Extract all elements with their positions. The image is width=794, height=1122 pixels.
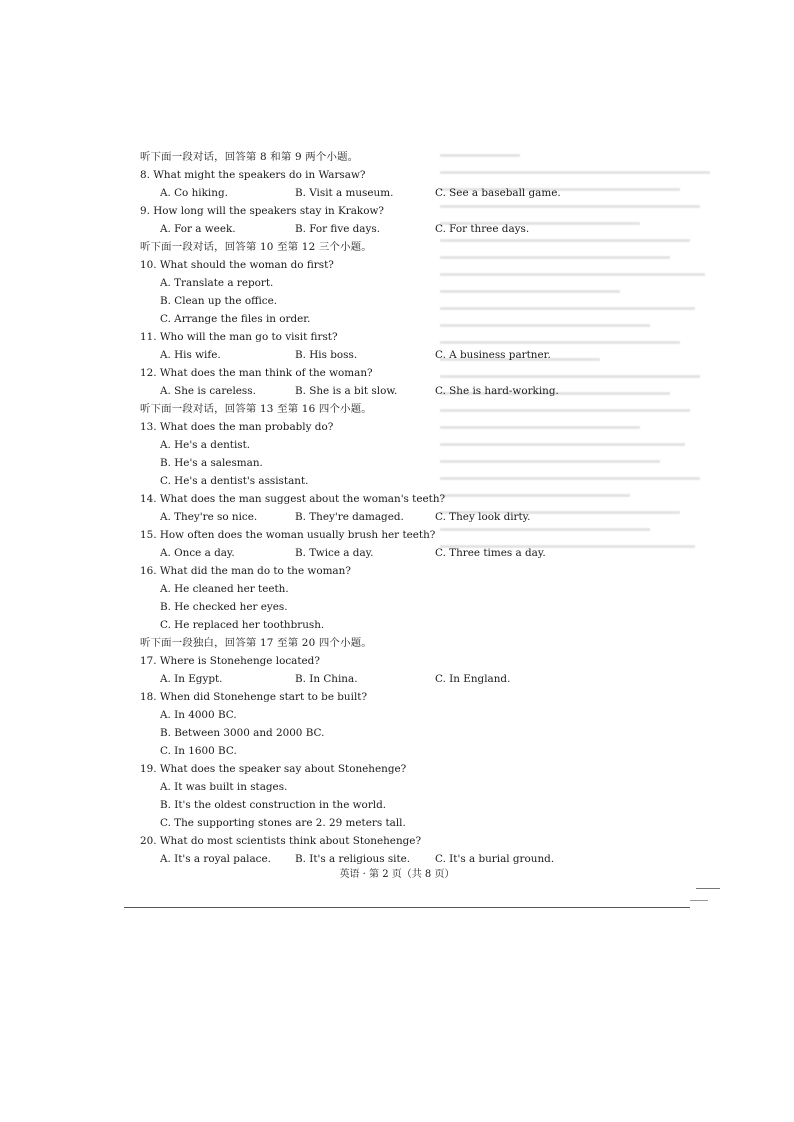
question-stem: 13. What does the man probably do? [140,421,334,433]
answer-option: B. Twice a day. [295,547,374,559]
answer-option: B. His boss. [295,349,358,361]
question-stem: 9. How long will the speakers stay in Krakow? [140,205,384,217]
options-row [140,544,610,562]
answer-option: A. In 4000 BC. [160,709,237,721]
options-row [140,670,610,688]
answer-option: C. He replaced her toothbrush. [160,619,325,631]
answer-option: A. Once a day. [160,547,235,559]
options-row [140,382,610,400]
answer-option: A. They're so nice. [160,511,258,523]
question-stem: 18. When did Stonehenge start to be built? [140,691,368,703]
answer-option: B. Visit a museum. [295,187,394,199]
question-stem: 20. What do most scientists think about Stonehenge? [140,835,422,847]
question-stem: 14. What does the man suggest about the woman's teeth? [140,493,446,505]
answer-option: C. In England. [435,673,511,685]
answer-option: B. In China. [295,673,358,685]
bottom-rule [124,907,690,908]
answer-option: B. Between 3000 and 2000 BC. [160,727,325,739]
question-stem: 11. Who will the man go to visit first? [140,331,338,343]
answer-option: A. He cleaned her teeth. [160,583,289,595]
options-row [140,184,610,202]
question-stem: 10. What should the woman do first? [140,259,334,271]
answer-option: C. He's a dentist's assistant. [160,475,309,487]
answer-option: A. It was built in stages. [160,781,288,793]
answer-option: A. She is careless. [160,385,256,397]
section-instruction: 听下面一段对话，回答第 10 至第 12 三个小题。 [140,241,372,253]
answer-option: C. It's a burial ground. [435,853,555,865]
answer-option: C. They look dirty. [435,511,531,523]
page-footer: 英语 · 第 2 页（共 8 页） [339,869,455,880]
question-stem: 8. What might the speakers do in Warsaw? [140,169,366,181]
section-instruction: 听下面一段对话，回答第 8 和第 9 两个小题。 [140,151,359,163]
question-stem: 19. What does the speaker say about Stonehenge? [140,763,407,775]
answer-option: C. She is hard-working. [435,385,559,397]
options-row [140,508,610,526]
answer-option: B. He checked her eyes. [160,601,288,613]
section-instruction: 听下面一段对话，回答第 13 至第 16 四个小题。 [140,403,372,415]
answer-option: C. See a baseball game. [435,187,561,199]
answer-option: C. Arrange the files in order. [160,313,311,325]
section-instruction: 听下面一段独白，回答第 17 至第 20 四个小题。 [140,637,372,649]
scan-mark [690,900,708,901]
answer-option: C. The supporting stones are 2. 29 meters tall. [160,817,406,829]
answer-option: B. It's the oldest construction in the world. [160,799,387,811]
options-row [140,220,610,238]
answer-option: A. He's a dentist. [160,439,251,451]
answer-option: B. They're damaged. [295,511,404,523]
scan-mark [696,888,720,889]
options-row [140,346,610,364]
answer-option: A. Co hiking. [160,187,228,199]
answer-option: B. Clean up the office. [160,295,278,307]
answer-option: C. For three days. [435,223,530,235]
answer-option: A. Translate a report. [160,277,274,289]
question-sheet [140,148,610,868]
answer-option: B. It's a religious site. [295,853,411,865]
answer-option: C. A business partner. [435,349,551,361]
answer-option: B. He's a salesman. [160,457,263,469]
question-stem: 12. What does the man think of the woman? [140,367,373,379]
answer-option: A. His wife. [160,349,221,361]
answer-option: B. For five days. [295,223,381,235]
answer-option: A. It's a royal palace. [160,853,271,865]
question-stem: 17. Where is Stonehenge located? [140,655,320,667]
answer-option: A. For a week. [160,223,236,235]
answer-option: C. Three times a day. [435,547,546,559]
answer-option: B. She is a bit slow. [295,385,398,397]
answer-option: C. In 1600 BC. [160,745,237,757]
answer-option: A. In Egypt. [160,673,223,685]
question-stem: 15. How often does the woman usually brush her teeth? [140,529,436,541]
question-stem: 16. What did the man do to the woman? [140,565,351,577]
